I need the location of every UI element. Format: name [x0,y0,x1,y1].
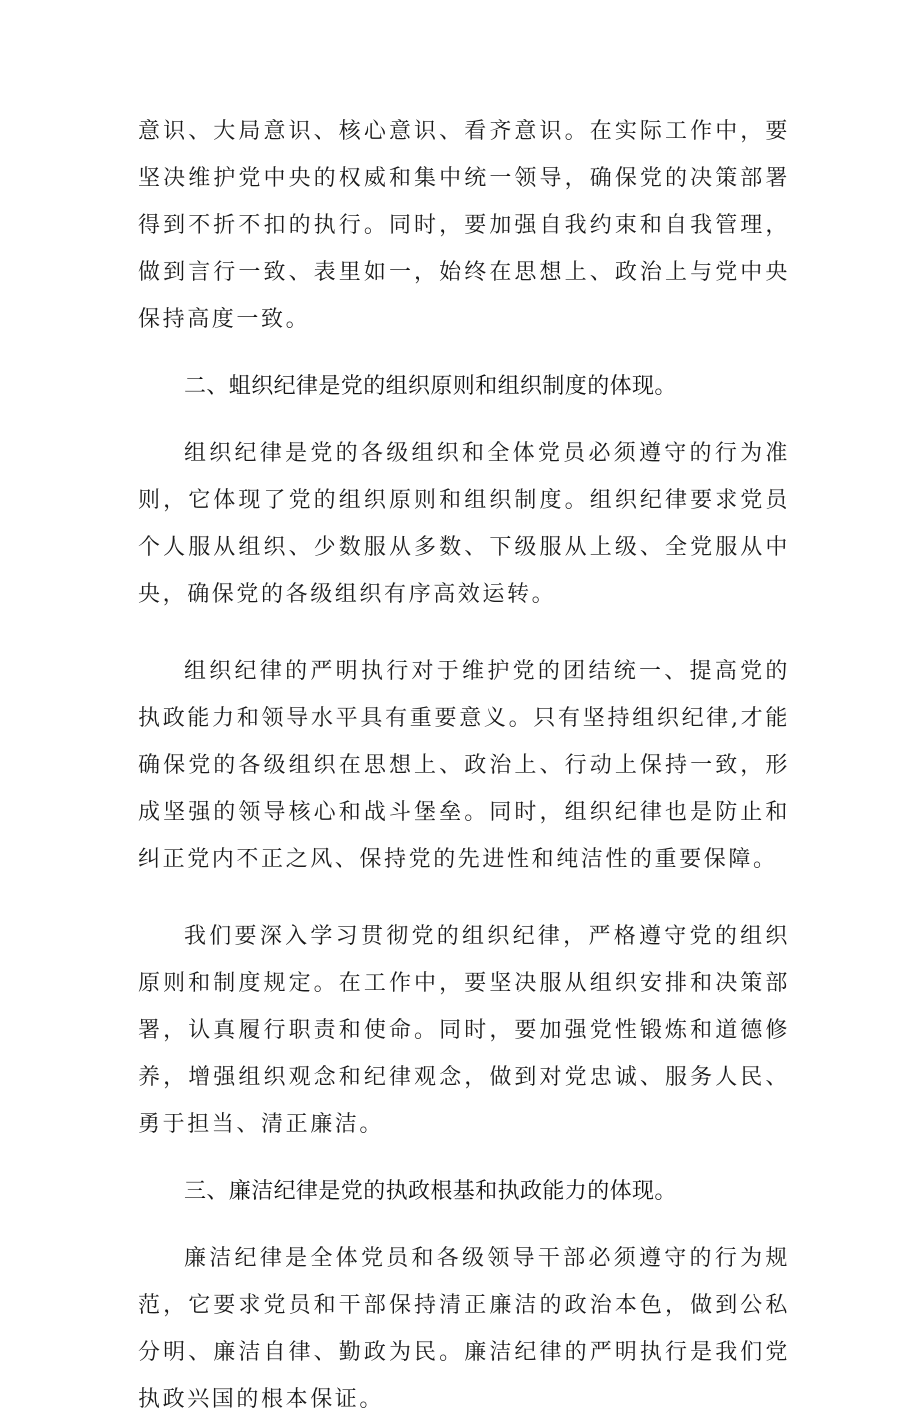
paragraph-organizational-2: 组织纪律的严明执行对于维护党的团结统一、提高党的执政能力和领导水平具有重要意义。只有坚持组织纪律,才能确保党的各级组织在思想上、政治上、行动上保持一致，形成坚强的领导核心和战斗堡垒。同时，组织纪律也是防止和纠正党内不正之风、保持党的先进性和纯洁性的重要保障。 [138,659,790,872]
paragraph-organizational-3: 我们要深入学习贯彻党的组织纪律，严格遵守党的组织原则和制度规定。在工作中，要坚决服从组织安排和决策部署，认真履行职责和使命。同时，要加强党性锻炼和道德修养，增强组织观念和纪律观念，做到对党忠诚、服务人民、勇于担当、清正廉洁。 [138,924,790,1137]
section-heading-integrity-discipline: 三、廉洁纪律是党的执政根基和执政能力的体现。 [184,1179,677,1204]
document-body [138,108,790,1423]
paragraph-continuation: 意识、大局意识、核心意识、看齐意识。在实际工作中，要坚决维护党中央的权威和集中统一领导，确保党的决策部署得到不折不扣的执行。同时，要加强自我约束和自我管理，做到言行一致、表里如一，始终在思想上、政治上与党中央保持高度一致。 [138,119,790,332]
paragraph-integrity-1: 廉洁纪律是全体党员和各级领导干部必须遵守的行为规范，它要求党员和干部保持清正廉洁的政治本色，做到公私分明、廉洁自律、勤政为民。廉洁纪律的严明执行是我们党执政兴国的根本保证。 [138,1246,790,1412]
section-heading-organizational-discipline: 二、蛆织纪律是党的组织原则和组织制度的体现。 [184,374,677,399]
paragraph-organizational-1: 组织纪律是党的各级组织和全体党员必须遵守的行为准则，它体现了党的组织原则和组织制度。组织纪律要求党员个人服从组织、少数服从多数、下级服从上级、全党服从中央，确保党的各级组织有序高效运转。 [138,441,790,607]
